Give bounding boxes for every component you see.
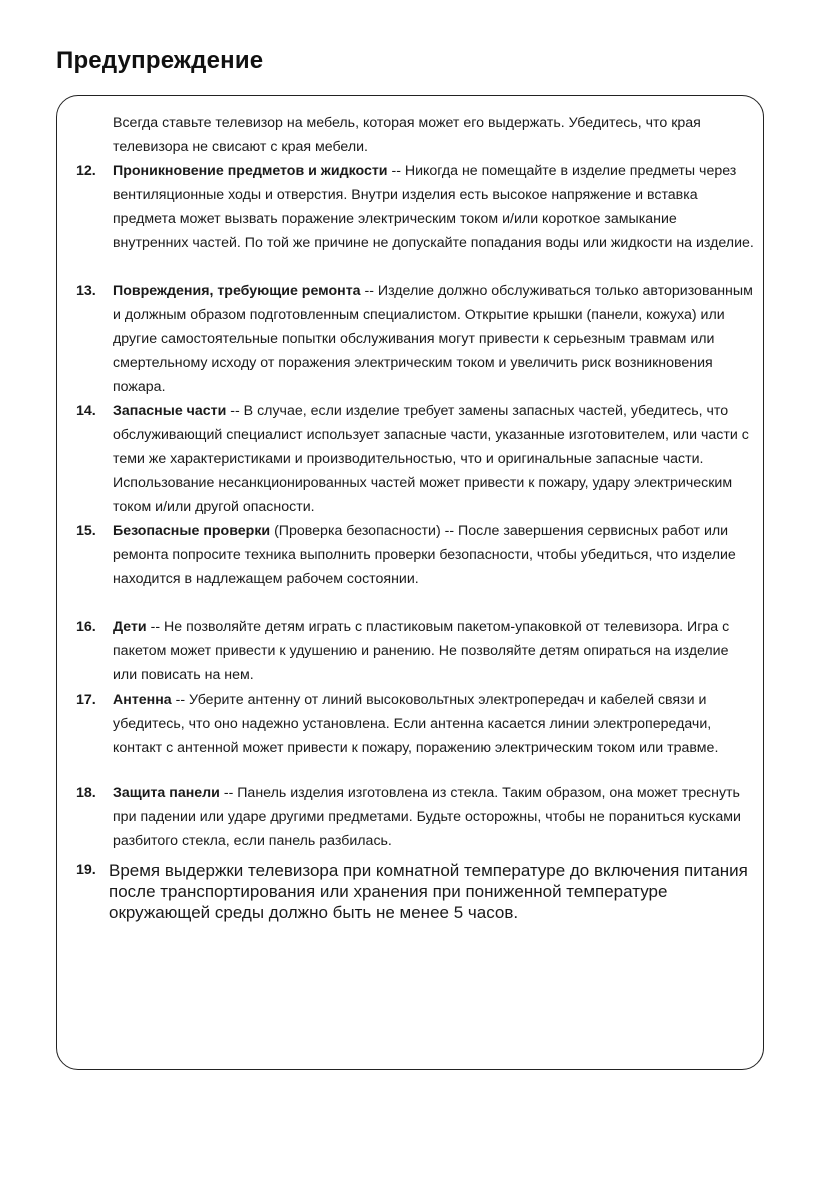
item-body <box>113 519 756 591</box>
item-number: 15. <box>76 523 96 539</box>
list-item-13 <box>76 279 756 399</box>
item-text: -- В случае, если изделие требует замены запасных частей, убедитесь, что обслуживающий специалист использует запасные части, указанные изготовителем, или части с теми же характеристиками и производительностью, что и оригинальные запасные части. Использование несанкционированных частей может привести к пожару, удару электрическим током и/или другой опасности. <box>113 403 749 515</box>
item-body <box>113 159 756 255</box>
item-number: 18. <box>76 785 96 801</box>
intro-paragraph: Всегда ставьте телевизор на мебель, которая может его выдержать. Убедитесь, что края телевизора не свисают с края мебели. <box>113 115 701 155</box>
list-item-15 <box>76 519 756 591</box>
item-title: Безопасные проверки <box>113 523 271 539</box>
item-body <box>113 279 756 399</box>
item-number: 16. <box>76 619 96 635</box>
item-body <box>109 860 756 923</box>
item-text: -- Уберите антенну от линий высоковольтных электропередач и кабелей связи и убедитесь, что оно надежно установлена. Если антенна касается линии электропередачи, контакт с антенной может привести к пожару, поражению электрическим током или травме. <box>113 692 719 756</box>
item-number: 19. <box>76 862 96 878</box>
item-title: Повреждения, требующие ремонта <box>113 283 361 299</box>
item-number: 14. <box>76 403 96 419</box>
item-body <box>113 615 756 687</box>
list-item-19 <box>76 860 756 923</box>
item-title: Дети <box>113 619 147 635</box>
item-text: (Проверка безопасности) -- После завершения сервисных работ или ремонта попросите техника выполнить проверки безопасности, чтобы убедиться, что изделие находится в надлежащем рабочем состоянии. <box>113 523 736 587</box>
item-title: Проникновение предметов и жидкости <box>113 163 388 179</box>
item-body <box>113 781 756 853</box>
item-text: -- Изделие должно обслуживаться только авторизованным и должным образом подготовленным специалистом. Открытие крышки (панели, кожуха) или другие самостоятельные попытки обслуживания могут привести к серьезным травмам или смертельному исходу от поражения электрическим током и увеличить риск возникновения пожара. <box>113 283 753 395</box>
item-body <box>113 399 756 519</box>
item-title: Запасные части <box>113 403 227 419</box>
item-text: -- Не позволяйте детям играть с пластиковым пакетом-упаковкой от телевизора. Игра с пакетом может привести к удушению и ранению. Не позволяйте детям опираться на изделие или повисать на нем. <box>113 619 730 683</box>
item-body <box>113 688 756 760</box>
item-text: -- Панель изделия изготовлена из стекла. Таким образом, она может треснуть при падении или ударе другими предметами. Будьте осторожны, чтобы не пораниться кусками разбитого стекла, если панель разбилась. <box>113 785 741 849</box>
list-item-17 <box>76 688 756 760</box>
list-item-18 <box>76 781 756 853</box>
item-text: -- Никогда не помещайте в изделие предметы через вентиляционные ходы и отверстия. Внутри изделия есть высокое напряжение и вставка предмета может вызвать поражение электрическим током и/или короткое замыкание внутренних частей. По той же причине не допускайте попадания воды или жидкости на изделие. <box>113 163 754 251</box>
item-title: Защита панели <box>113 785 220 801</box>
page-title: Предупреждение <box>56 47 264 74</box>
list-item-16 <box>76 615 756 687</box>
list-item-12 <box>76 159 756 255</box>
item-title: Антенна <box>113 692 172 708</box>
item-number: 12. <box>76 163 96 179</box>
list-item-14 <box>76 399 756 519</box>
item-number: 13. <box>76 283 96 299</box>
item-text: Время выдержки телевизора при комнатной температуре до включения питания после транспортирования или хранения при пониженной температуре окружающей среды должно быть не менее 5 часов. <box>109 861 748 922</box>
item-number: 17. <box>76 692 96 708</box>
